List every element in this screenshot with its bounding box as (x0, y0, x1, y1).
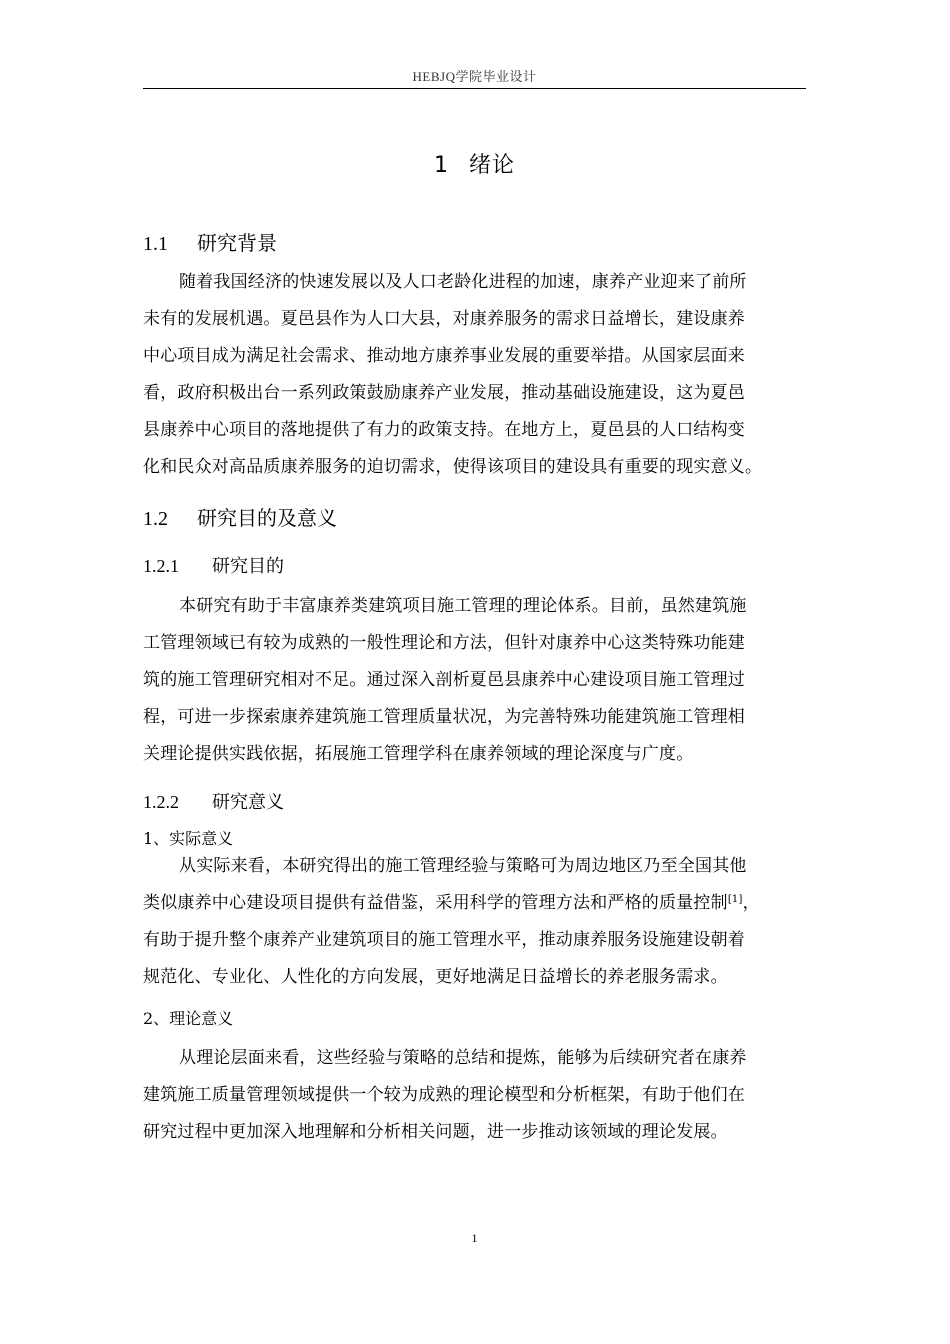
section-title: 研究背景 (197, 231, 277, 255)
line-tail: ， (742, 893, 760, 913)
subsection-title: 研究意义 (212, 792, 284, 813)
line-text: 类似康养中心建设项目提供有益借鉴，采用科学的管理方法和严格的质量控制 (143, 893, 728, 913)
paragraph-line: 建筑施工质量管理领域提供一个较为成熟的理论模型和分析框架，有助于他们在 (143, 1085, 745, 1105)
subsection-heading-1-2-2 (143, 788, 284, 814)
section-number: 1.2 (143, 508, 168, 530)
paragraph-line: 本研究有助于丰富康养类建筑项目施工管理的理论体系。目前，虽然建筑施 (179, 596, 747, 616)
subheading-theoretical-significance: 2、理论意义 (143, 1009, 234, 1028)
paragraph-line: 有助于提升整个康养产业建筑项目的施工管理水平，推动康养服务设施建设朝着 (143, 930, 745, 950)
paragraph-line: 看，政府积极出台一系列政策鼓励康养产业发展，推动基础设施建设，这为夏邑 (143, 383, 745, 403)
subheading-practical-significance: 1、实际意义 (143, 829, 234, 848)
paragraph-line: 关理论提供实践依据，拓展施工管理学科在康养领域的理论深度与广度。 (143, 744, 694, 764)
paragraph-line: 随着我国经济的快速发展以及人口老龄化进程的加速，康养产业迎来了前所 (179, 272, 747, 292)
paragraph-line: 县康养中心项目的落地提供了有力的政策支持。在地方上，夏邑县的人口结构变 (143, 420, 745, 440)
paragraph-line: 未有的发展机遇。夏邑县作为人口大县，对康养服务的需求日益增长，建设康养 (143, 309, 745, 329)
paragraph-research-background (143, 264, 823, 486)
paragraph-line (143, 885, 823, 922)
section-title: 研究目的及意义 (197, 506, 337, 530)
paragraph-line: 从实际来看，本研究得出的施工管理经验与策略可为周边地区乃至全国其他 (179, 856, 747, 876)
paragraph-line: 研究过程中更加深入地理解和分析相关问题，进一步推动该领域的理论发展。 (143, 1122, 728, 1142)
chapter-title-text: 绪论 (468, 153, 515, 178)
subsection-number: 1.2.2 (143, 792, 179, 812)
citation-reference[interactable]: [1] (727, 894, 743, 905)
chapter-title (143, 148, 806, 179)
paragraph-line: 程，可进一步探索康养建筑施工管理质量状况，为完善特殊功能建筑施工管理相 (143, 707, 745, 727)
section-heading-1-2 (143, 502, 337, 531)
subsection-heading-1-2-1 (143, 552, 284, 578)
paragraph-research-purpose (143, 588, 823, 773)
running-header: HEBJQ学院毕业设计 (412, 69, 537, 84)
subsection-title: 研究目的 (212, 556, 284, 577)
paragraph-practical-significance (143, 848, 823, 996)
paragraph-line: 筑的施工管理研究相对不足。通过深入剖析夏邑县康养中心建设项目施工管理过 (143, 670, 745, 690)
paragraph-theoretical-significance (143, 1040, 823, 1151)
section-number: 1.1 (143, 233, 168, 255)
paragraph-line: 工管理领域已有较为成熟的一般性理论和方法，但针对康养中心这类特殊功能建 (143, 633, 745, 653)
page-number: 1 (471, 1231, 478, 1245)
paragraph-line: 从理论层面来看，这些经验与策略的总结和提炼，能够为后续研究者在康养 (179, 1048, 747, 1068)
subsection-number: 1.2.1 (143, 556, 179, 576)
header-rule (143, 88, 806, 89)
paragraph-line: 化和民众对高品质康养服务的迫切需求，使得该项目的建设具有重要的现实意义。 (143, 457, 763, 477)
paragraph-line: 中心项目成为满足社会需求、推动地方康养事业发展的重要举措。从国家层面来 (143, 346, 745, 366)
section-heading-1-1 (143, 227, 277, 256)
paragraph-line: 规范化、专业化、人性化的方向发展，更好地满足日益增长的养老服务需求。 (143, 967, 728, 987)
chapter-number: 1 (433, 153, 449, 178)
